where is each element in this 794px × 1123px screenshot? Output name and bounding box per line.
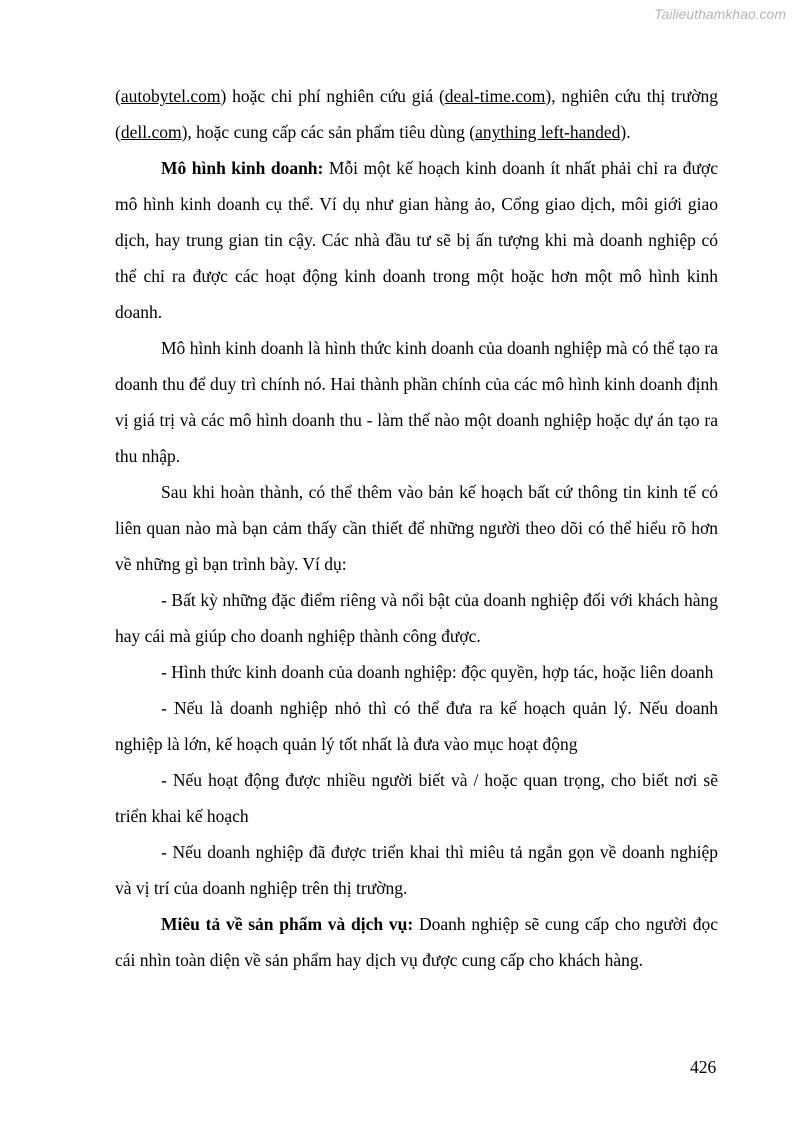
bullet-item: - Nếu doanh nghiệp đã được triển khai thì miêu tả ngắn gọn về doanh nghiệp và vị trí của doanh nghiệp trên thị trường. <box>115 842 718 898</box>
paragraph-business-model <box>115 150 718 330</box>
section-heading-business-model: Mô hình kinh doanh: <box>161 158 324 178</box>
bullet-item: - Nếu là doanh nghiệp nhỏ thì có thể đưa ra kế hoạch quản lý. Nếu doanh nghiệp là lớn, kế hoạch quản lý tốt nhất là đưa vào mục hoạt động <box>115 698 718 754</box>
text-run: ), nghiên cứu thị trường ( <box>115 86 718 142</box>
watermark: Tailieuthamkhao.com <box>654 6 786 22</box>
bullet-item: - Hình thức kinh doanh của doanh nghiệp: độc quyền, hợp tác, hoặc liên doanh <box>161 662 714 682</box>
text-run: ), hoặc cung cấp các sản phẩm tiêu dùng ( <box>181 122 476 142</box>
text-run: ). <box>620 122 631 142</box>
paragraph-definition: Mô hình kinh doanh là hình thức kinh doanh của doanh nghiệp mà có thể tạo ra doanh thu để duy trì chính nó. Hai thành phần chính của các mô hình kinh doanh định vị giá trị và các mô hình doanh thu - làm thế nào một doanh nghiệp hoặc dự án tạo ra thu nhập. <box>115 338 718 466</box>
paragraph-links <box>115 78 718 150</box>
section-heading-products: Miêu tả về sản phẩm và dịch vụ: <box>161 914 414 934</box>
text-run: ( <box>115 86 121 106</box>
link-deal-time[interactable]: deal-time.com <box>444 86 546 106</box>
paragraph-additional-info: Sau khi hoàn thành, có thể thêm vào bản kế hoạch bất cứ thông tin kinh tế có liên quan nào mà bạn cảm thấy cần thiết để những người theo dõi có thể hiểu rõ hơn về những gì bạn trình bày. Ví dụ: <box>115 482 718 574</box>
paragraph-text: Mỗi một kế hoạch kinh doanh ít nhất phải chỉ ra được mô hình kinh doanh cụ thể. Ví dụ như gian hàng ảo, Cổng giao dịch, môi giới giao dịch, hay trung gian tin cậy. Các nhà đầu tư sẽ bị ấn tượng khi mà doanh nghiệp có thể chỉ ra được các hoạt động kinh doanh trong một hoặc hơn một mô hình kinh doanh. <box>115 158 718 322</box>
bullet-item: - Bất kỳ những đặc điểm riêng và nổi bật của doanh nghiệp đối với khách hàng hay cái mà giúp cho doanh nghiệp thành công được. <box>115 590 718 646</box>
page-body <box>115 78 718 978</box>
link-dell[interactable]: dell.com <box>120 122 182 142</box>
paragraph-text: Doanh nghiệp sẽ cung cấp cho người đọc cái nhìn toàn diện về sản phẩm hay dịch vụ được cung cấp cho khách hàng. <box>115 914 718 970</box>
paragraph-product-description <box>115 906 718 978</box>
link-autobytel[interactable]: autobytel.com <box>120 86 221 106</box>
text-run: ) hoặc chi phí nghiên cứu giá ( <box>220 86 445 106</box>
page-number: 426 <box>690 1057 717 1077</box>
bullet-item: - Nếu hoạt động được nhiều người biết và / hoặc quan trọng, cho biết nơi sẽ triển khai kế hoạch <box>115 770 718 826</box>
link-anything-left-handed[interactable]: anything left-handed <box>475 122 621 142</box>
